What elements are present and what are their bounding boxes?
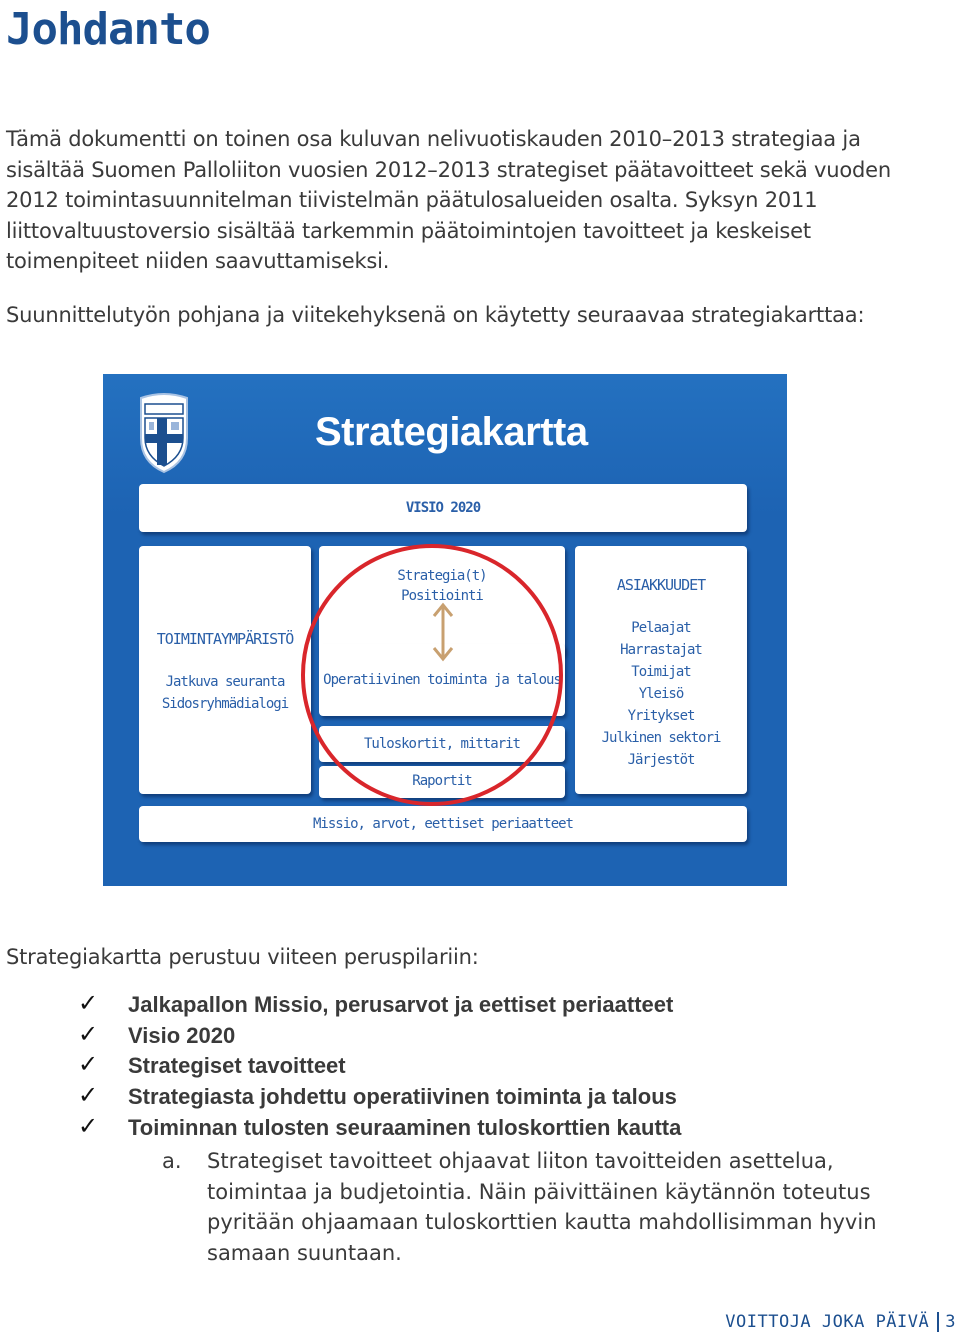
checkmark-icon: ✓ <box>78 1050 99 1079</box>
mission-box: Missio, arvot, eettiset periaatteet <box>139 806 747 842</box>
figure-title: Strategiakartta <box>315 410 588 454</box>
sub-item-text: Strategiset tavoitteet ohjaavat liiton tavoitteiden asettelua, toimintaa ja budjetointia. Näin päivittäinen käytännön toteutus pyritään ohjaamaan tuloskorttien kautta mahdollisimman hyvin samaan suuntaan. <box>207 1149 877 1265</box>
checklist-item-text: Toiminnan tulosten seuraaminen tuloskorttien kautta <box>128 1114 682 1140</box>
customer-item: Toimijat <box>631 664 691 680</box>
customer-item: Pelaajat <box>631 620 691 636</box>
checkmark-icon: ✓ <box>78 1019 99 1048</box>
checklist-item-text: Visio 2020 <box>128 1022 236 1048</box>
intro-paragraph: Tämä dokumentti on toinen osa kuluvan nelivuotiskauden 2010–2013 strategiaa ja sisältää Suomen Palloliiton vuosien 2012–2013 strategiset päätavoitteet sekä vuoden 2012 toimintasuunnitelman tiivistelmän päätulosalueiden osalta. Syksyn 2011 liittovaltuustoversio sisältää tarkemmin päätoimintojen tavoitteet ja keskeiset toimenpiteet niiden saavuttamiseksi. <box>6 127 891 273</box>
scorecards-box: Tuloskortit, mittarit <box>319 726 565 762</box>
customer-item: Julkinen sektori <box>601 730 721 746</box>
strategy-line: Strategia(t) <box>397 568 487 584</box>
environment-title: TOIMINTAYMPÄRISTÖ <box>156 630 294 648</box>
sub-item-label: a. <box>162 1149 182 1173</box>
environment-line: Jatkuva seuranta <box>165 674 285 690</box>
page-number: 3 <box>945 1312 956 1332</box>
page-footer <box>725 1312 956 1332</box>
customer-item: Järjestöt <box>627 752 695 768</box>
footer-slogan: VOITTOJA JOKA PÄIVÄ <box>725 1312 930 1332</box>
checkmark-icon: ✓ <box>78 989 99 1017</box>
footer-divider <box>937 1312 939 1332</box>
checklist-item-text: Strategiasta johdettu operatiivinen toiminta ja talous <box>128 1084 677 1110</box>
strategy-line: Positiointi <box>401 588 483 604</box>
page-title: Johdanto <box>6 4 210 55</box>
environment-box <box>139 546 311 794</box>
operative-box: Operatiivinen toiminta ja talous <box>319 644 565 716</box>
checkmark-icon: ✓ <box>78 1111 99 1140</box>
pillars-intro: Strategiakartta perustuu viiteen peruspilariin: <box>6 945 479 969</box>
checklist-item-text: Strategiset tavoitteet <box>128 1053 346 1079</box>
strategy-map-figure <box>103 374 787 886</box>
environment-line: Sidosryhmädialogi <box>161 696 289 712</box>
customers-title: ASIAKKUUDET <box>616 576 706 594</box>
highlight-circle <box>301 544 563 806</box>
checkmark-icon: ✓ <box>78 1081 99 1110</box>
reports-box: Raportit <box>319 766 565 798</box>
visio-box: VISIO 2020 <box>139 484 747 532</box>
customer-item: Yritykset <box>627 708 695 724</box>
customer-item: Harrastajat <box>620 642 702 658</box>
checklist-item-text: Jalkapallon Missio, perusarvot ja eettiset periaatteet <box>128 992 674 1017</box>
federation-crest-icon <box>137 392 191 474</box>
basis-paragraph: Suunnittelutyön pohjana ja viitekehyksenä on käytetty seuraavaa strategiakarttaa: <box>6 303 865 327</box>
customers-box <box>575 546 747 794</box>
customer-item: Yleisö <box>638 686 684 702</box>
